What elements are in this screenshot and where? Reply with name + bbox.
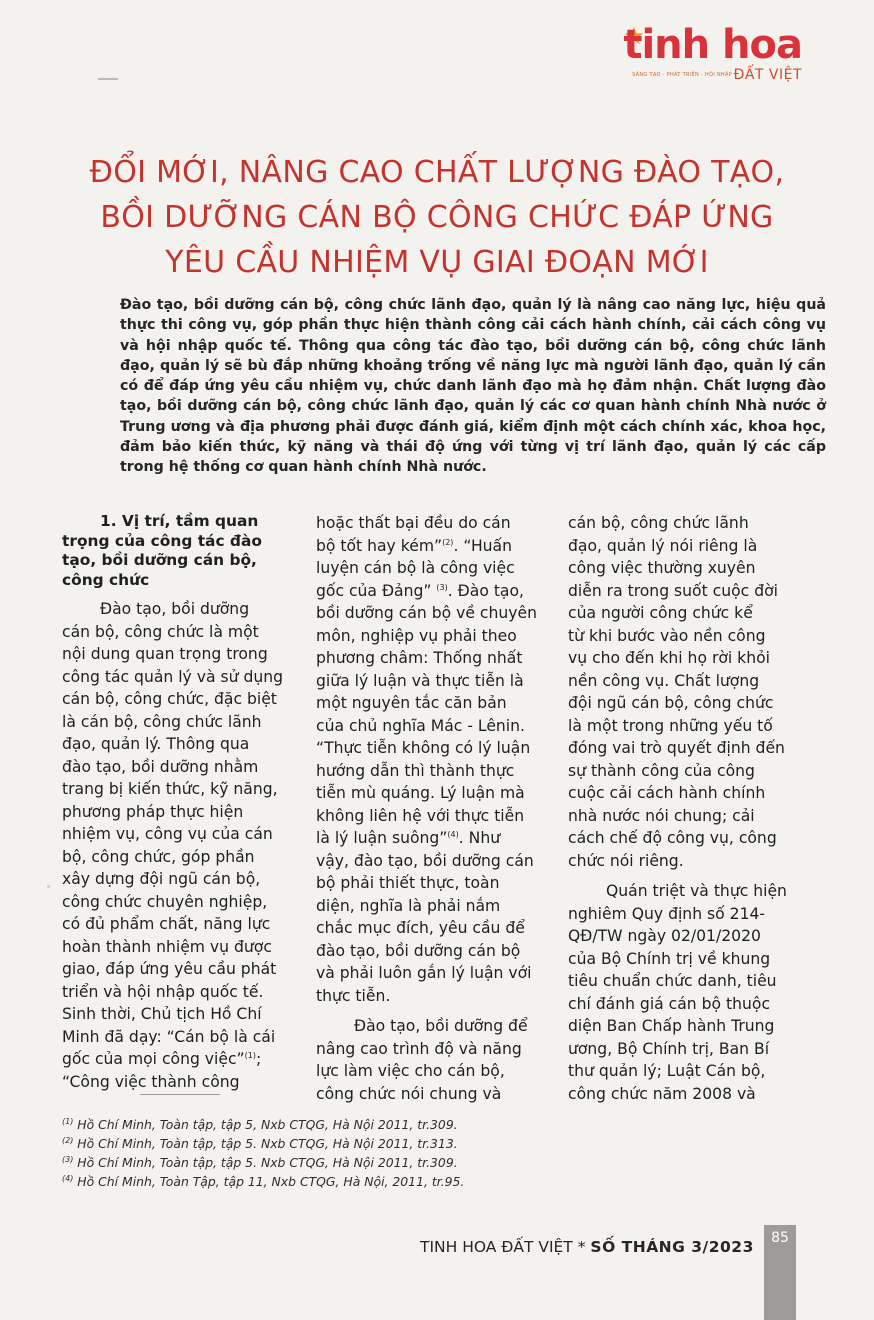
text-line: giao, đáp ứng yêu cầu phát <box>62 960 277 978</box>
text-fragment: bộ tốt hay kém” <box>316 536 443 555</box>
text-fragment: ; <box>255 1050 262 1068</box>
text-fragment: gốc của Đảng” <box>316 581 432 600</box>
text-line: chắc mục đích, yêu cầu để <box>316 919 525 937</box>
text-line: lực làm việc cho cán bộ, <box>316 1062 505 1080</box>
text-line: diễn ra trong suốt cuộc đời <box>568 581 778 600</box>
text-line: đào tạo, bồi dưỡng nhằm <box>62 757 259 776</box>
body-paragraph <box>568 512 800 872</box>
text-line <box>316 827 548 850</box>
column-3 <box>568 512 800 1105</box>
text-line: thực tiễn. <box>316 986 391 1005</box>
issue-label: SỐ THÁNG 3/2023 <box>590 1238 754 1256</box>
logo-tagline: SÁNG TẠO - PHÁT TRIỂN - HỘI NHẬP <box>632 72 732 78</box>
footnote-mark: (4) <box>62 1173 74 1183</box>
text-line: công chức nói chung và <box>316 1084 502 1103</box>
text-line: từ khi bước vào nền công <box>568 626 766 645</box>
text-line: phương châm: Thống nhất <box>316 649 523 667</box>
section-heading <box>62 512 298 590</box>
text-line: QĐ/TW ngày 02/01/2020 <box>568 927 761 945</box>
title-line: YÊU CẦU NHIỆM VỤ GIAI ĐOẠN MỚI <box>165 245 709 280</box>
text-line: tiêu chuẩn chức danh, tiêu <box>568 972 777 990</box>
text-line: của Bộ Chính trị về khung <box>568 949 771 968</box>
masthead-logo <box>612 22 802 84</box>
text-fragment: là lý luận suông” <box>316 829 448 847</box>
column-1 <box>62 512 298 1093</box>
page-number: 85 <box>764 1225 796 1320</box>
text-line: đạo, quản lý. Thông qua <box>62 735 250 753</box>
text-line: hoặc thất bại đều do cán <box>316 514 511 532</box>
text-line: nhiệm vụ, công vụ của cán <box>62 825 273 843</box>
footnote-text: Hồ Chí Minh, Toàn tập, tập 5. Nxb CTQG, Hà Nội 2011, tr.313. <box>77 1136 458 1151</box>
text-line: “Thực tiễn không có lý luận <box>316 739 531 757</box>
text-line: nâng cao trình độ và năng <box>316 1039 522 1058</box>
footnote-mark: (1) <box>62 1116 74 1126</box>
text-line: công chức năm 2008 và <box>568 1084 756 1103</box>
text-line: chí đánh giá cán bộ thuộc <box>568 994 771 1013</box>
text-line: Quán triệt và thực hiện <box>606 882 787 900</box>
text-line: và phải luôn gắn lý luận với <box>316 964 532 982</box>
text-line: không liên hệ với thực tiễn <box>316 806 525 825</box>
text-line: có đủ phẩm chất, năng lực <box>62 915 271 933</box>
footnote-ref[interactable]: (1) <box>244 1050 256 1060</box>
corner-mark <box>98 78 118 80</box>
heading-line: tạo, bồi dưỡng cán bộ, <box>62 551 257 569</box>
footnotes <box>62 1115 582 1191</box>
text-line: xây dựng đội ngũ cán bộ, <box>62 870 261 888</box>
text-line: một nguyên tắc căn bản <box>316 694 507 712</box>
body-paragraph <box>62 598 298 1093</box>
footnote-text: Hồ Chí Minh, Toàn Tập, tập 11, Nxb CTQG, Hà Nội, 2011, tr.95. <box>77 1174 465 1189</box>
text-line: đóng vai trò quyết định đến <box>568 739 785 757</box>
magazine-name: TINH HOA ĐẤT VIỆT <box>420 1238 573 1256</box>
text-line: vậy, đào tạo, bồi dưỡng cán <box>316 851 534 870</box>
text-line: “Công việc thành công <box>62 1072 240 1091</box>
text-line: phương pháp thực hiện <box>62 802 244 821</box>
text-line: của chủ nghĩa Mác - Lênin. <box>316 716 525 735</box>
text-line: bộ phải thiết thực, toàn <box>316 874 500 892</box>
title-line: BỒI DƯỠNG CÁN BỘ CÔNG CHỨC ĐÁP ỨNG <box>100 200 774 235</box>
text-line <box>316 535 548 558</box>
text-line: Sinh thời, Chủ tịch Hồ Chí <box>62 1005 262 1023</box>
text-line: cán bộ, công chức, đặc biệt <box>62 690 277 708</box>
text-line: cách chế độ công vụ, công <box>568 829 777 847</box>
footer-separator: * <box>577 1238 586 1256</box>
text-line: chức nói riêng. <box>568 851 684 870</box>
column-2 <box>316 512 548 1105</box>
text-line: Đào tạo, bồi dưỡng để <box>354 1017 528 1035</box>
heading-line: 1. Vị trí, tầm quan <box>100 512 259 530</box>
text-line: nền công vụ. Chất lượng <box>568 671 760 690</box>
logo-subtext: ĐẤT VIỆT <box>733 67 802 83</box>
body-paragraph <box>316 1015 548 1105</box>
text-fragment: gốc của mọi công việc” <box>62 1050 245 1068</box>
logo-wordmark: tinh hoa <box>623 22 802 68</box>
text-line: diện, nghĩa là phải nắm <box>316 896 501 915</box>
text-fragment: . Như <box>458 829 501 847</box>
footnote-mark: (3) <box>62 1154 74 1164</box>
footnote-text: Hồ Chí Minh, Toàn tập, tập 5, Nxb CTQG, Hà Nội 2011, tr.309. <box>77 1117 458 1132</box>
text-line: đào tạo, bồi dưỡng cán bộ <box>316 941 521 960</box>
footnote-text: Hồ Chí Minh, Toàn tập, tập 5. Nxb CTQG, Hà Nội 2011, tr.309. <box>77 1155 458 1170</box>
text-line <box>316 580 548 603</box>
footnote-ref[interactable]: (2) <box>442 537 454 547</box>
text-line: công chức chuyên nghiệp, <box>62 892 268 911</box>
text-line: môn, nghiệp vụ phải theo <box>316 626 517 645</box>
text-line: cán bộ, công chức lãnh <box>568 514 749 532</box>
heading-line: công chức <box>62 570 150 589</box>
text-line: nội dung quan trọng trong <box>62 645 268 663</box>
heading-line: trọng của công tác đào <box>62 531 262 550</box>
text-line: hoàn thành nhiệm vụ được <box>62 937 272 956</box>
text-line: trang bị kiến thức, kỹ năng, <box>62 780 278 798</box>
text-fragment: . Đào tạo, <box>447 581 524 600</box>
body-paragraph <box>316 512 548 1007</box>
footnote <box>62 1134 582 1153</box>
text-line: ương, Bộ Chính trị, Ban Bí <box>568 1039 770 1058</box>
text-line: nghiêm Quy định số 214- <box>568 904 766 923</box>
footnote-ref[interactable]: (4) <box>447 829 459 839</box>
footnote-ref[interactable]: (3) <box>436 582 448 592</box>
text-line: vụ cho đến khi họ rời khỏi <box>568 649 770 667</box>
page-footer <box>420 1238 760 1256</box>
text-line: diện Ban Chấp hành Trung <box>568 1017 775 1035</box>
footnote <box>62 1153 582 1172</box>
text-fragment: . “Huấn <box>453 536 512 555</box>
footnote-divider <box>140 1094 220 1095</box>
text-line: bồi dưỡng cán bộ về chuyên <box>316 604 537 622</box>
text-line: Đào tạo, bồi dưỡng <box>100 600 250 618</box>
text-line: công việc thường xuyên <box>568 559 756 577</box>
text-line: triển và hội nhập quốc tế. <box>62 982 264 1001</box>
text-line: bộ, công chức, góp phần <box>62 847 255 866</box>
footnote <box>62 1172 582 1191</box>
text-line <box>62 1048 298 1071</box>
text-line: là một trong những yếu tố <box>568 716 773 735</box>
text-line: tiễn mù quáng. Lý luận mà <box>316 784 525 802</box>
footnote <box>62 1115 582 1134</box>
margin-speck <box>47 885 50 888</box>
text-line: cán bộ, công chức là một <box>62 622 259 641</box>
text-line: nhà nước nói chung; cải <box>568 806 755 825</box>
lead-paragraph: Đào tạo, bồi dưỡng cán bộ, công chức lãnh đạo, quản lý là nâng cao năng lực, hiệu quả thực thi công vụ, góp phần thực hiện thành công cải cách hành chính, cải cách công vụ và hội nhập quốc tế. Thông qua công tác đào tạo, bồi dưỡng cán bộ, công chức lãnh đạo, quản lý sẽ bù đắp những khoảng trống về năng lực mà người lãnh đạo, quản lý cần có để đáp ứng yêu cầu nhiệm vụ, chức danh lãnh đạo mà họ đảm nhận. Chất lượng đào tạo, bồi dưỡng cán bộ, công chức lãnh đạo, quản lý các cơ quan hành chính Nhà nước ở Trung ương và địa phương phải được đánh giá, kiểm định một cách chính xác, khoa học, đảm bảo kiến thức, kỹ năng và thái độ ứng với từng vị trí lãnh đạo, quản lý các cấp trong hệ thống cơ quan hành chính Nhà nước. <box>120 297 826 476</box>
text-line: giữa lý luận và thực tiễn là <box>316 671 524 690</box>
text-line: là cán bộ, công chức lãnh <box>62 712 262 731</box>
footnote-mark: (2) <box>62 1135 74 1145</box>
text-line: đội ngũ cán bộ, công chức <box>568 694 774 712</box>
text-line: của người công chức kể <box>568 604 753 622</box>
text-line: thư quản lý; Luật Cán bộ, <box>568 1062 766 1080</box>
text-line: hướng dẫn thì thành thực <box>316 761 515 780</box>
text-line: đạo, quản lý nói riêng là <box>568 536 758 555</box>
body-paragraph <box>568 880 800 1105</box>
title-line: ĐỔI MỚI, NÂNG CAO CHẤT LƯỢNG ĐÀO TẠO, <box>89 155 785 190</box>
text-line: sự thành công của công <box>568 761 755 780</box>
text-line: cuộc cải cách hành chính <box>568 784 766 802</box>
article-title <box>40 150 834 285</box>
text-line: luyện cán bộ là công việc <box>316 559 515 577</box>
text-line: Minh đã dạy: “Cán bộ là cái <box>62 1027 276 1046</box>
text-line: công tác quản lý và sử dụng <box>62 667 284 686</box>
